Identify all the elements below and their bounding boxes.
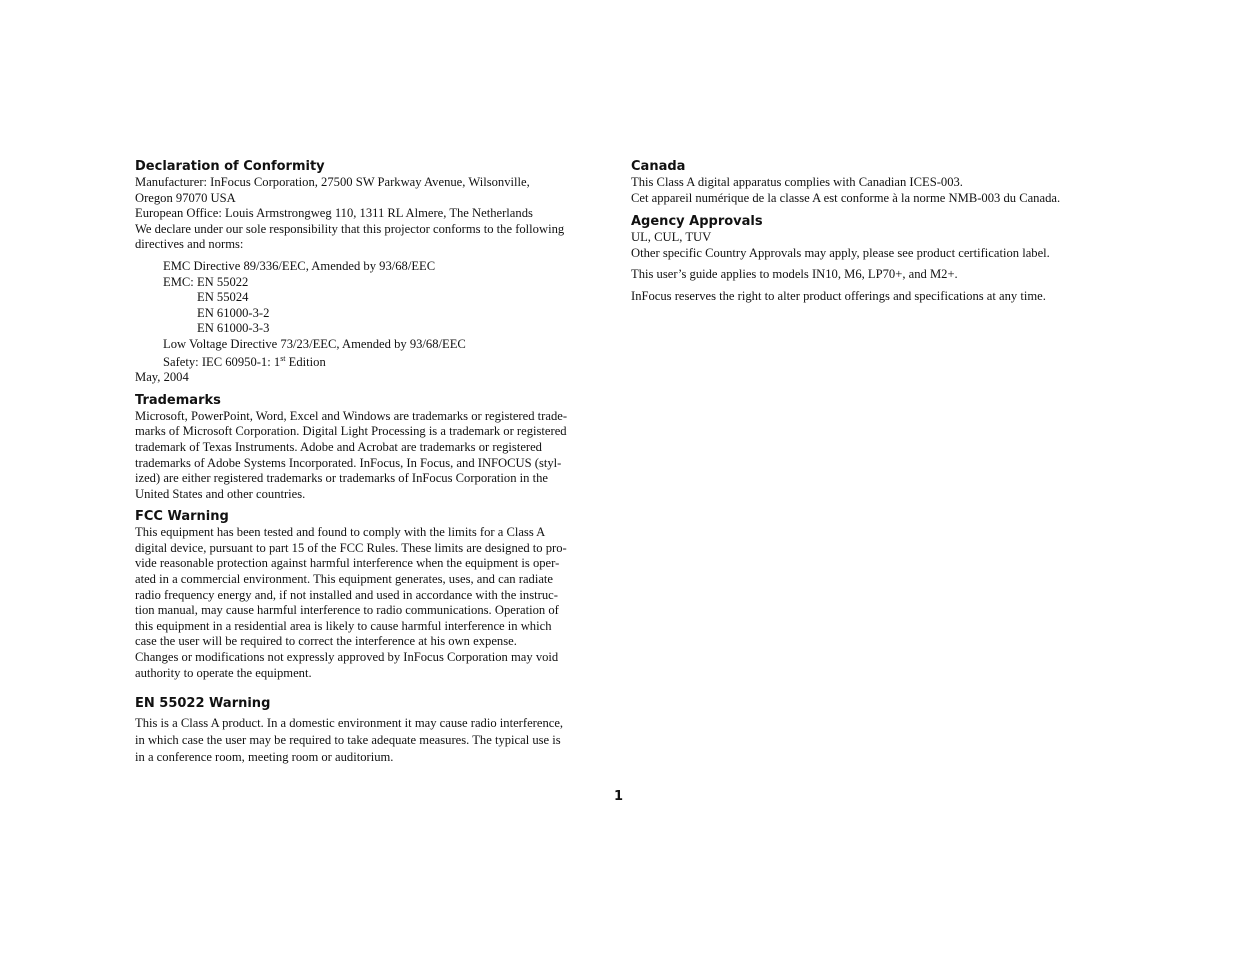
left-column — [135, 158, 607, 766]
text-line: digital device, pursuant to part 15 of the FCC Rules. These limits are designed to pro- — [135, 540, 567, 555]
text-line: authority to operate the equipment. — [135, 665, 312, 680]
rights-note: InFocus reserves the right to alter product offerings and specifications at any time. — [631, 288, 1046, 303]
norm-en61000-3-2: EN 61000-3-2 — [197, 305, 270, 320]
text-line: ated in a commercial environment. This equipment generates, uses, and can radiate — [135, 572, 554, 587]
fcc-body — [135, 525, 607, 681]
text-line: United States and other countries. — [135, 486, 306, 501]
canada-french-line: Cet appareil numérique de la classe A est conforme à la norme NMB-003 du Canada. — [631, 190, 1061, 205]
text-line: in a conference room, meeting room or auditorium. — [135, 750, 394, 765]
right-column — [631, 158, 1111, 305]
declaration-statement-line-2: directives and norms: — [135, 237, 244, 252]
text-line: this equipment in a residential area is likely to cause harmful interference in which — [135, 618, 552, 633]
norm-en61000-3-3: EN 61000-3-3 — [197, 321, 270, 336]
fcc-section — [135, 508, 607, 681]
trademarks-heading: Trademarks — [135, 392, 221, 408]
agency-note-line: Other specific Country Approvals may apply, please see product certification label. — [631, 245, 1050, 260]
en55022-section — [135, 695, 607, 766]
fcc-heading: FCC Warning — [135, 509, 229, 525]
text-line: vide reasonable protection against harmful interference when the equipment is oper- — [135, 556, 560, 571]
text-line: marks of Microsoft Corporation. Digital Light Processing is a trademark or registered — [135, 424, 567, 439]
text-line: ized) are either registered trademarks or trademarks of InFocus Corporation in the — [135, 471, 548, 486]
text-line: Microsoft, PowerPoint, Word, Excel and Windows are trademarks or registered trade- — [135, 408, 568, 423]
canada-section — [631, 158, 1111, 206]
emc-line: EMC: EN 55022 — [163, 274, 249, 289]
text-line: This equipment has been tested and found to comply with the limits for a Class A — [135, 525, 546, 540]
agency-approvals-section — [631, 213, 1111, 261]
text-line: trademarks of Adobe Systems Incorporated. InFocus, In Focus, and INFOCUS (styl- — [135, 455, 562, 470]
norm-en55024: EN 55024 — [197, 290, 249, 305]
declaration-heading: Declaration of Conformity — [135, 159, 325, 174]
text-line: tion manual, may cause harmful interference to radio communications. Operation of — [135, 603, 559, 618]
en55022-body — [135, 715, 607, 766]
text-line: trademark of Texas Instruments. Adobe and Acrobat are trademarks or registered — [135, 439, 542, 454]
text-line: This is a Class A product. In a domestic environment it may cause radio interference, — [135, 716, 564, 731]
trademarks-body — [135, 409, 607, 503]
emc-directive-line: EMC Directive 89/336/EEC, Amended by 93/68/EEC — [163, 258, 436, 273]
agency-approvals-heading: Agency Approvals — [631, 214, 763, 230]
safety-suffix: Edition — [285, 354, 326, 369]
low-voltage-line: Low Voltage Directive 73/23/EEC, Amended by 93/68/EEC — [163, 336, 466, 351]
manufacturer-address-line: Oregon 97070 USA — [135, 190, 236, 205]
declaration-section — [135, 158, 607, 386]
manufacturer-line: Manufacturer: InFocus Corporation, 27500 SW Parkway Avenue, Wilsonville, — [135, 175, 530, 189]
declaration-date: May, 2004 — [135, 370, 189, 385]
en55022-heading: EN 55022 Warning — [135, 696, 271, 712]
declaration-statement-line: We declare under our sole responsibility that this projector conforms to the following — [135, 221, 565, 236]
safety-superscript: st — [280, 353, 286, 363]
text-line: case the user will be required to correct the interference at his own expense. — [135, 634, 517, 649]
safety-line — [135, 355, 607, 371]
canada-heading: Canada — [631, 159, 686, 174]
safety-prefix: Safety: IEC 60950-1: 1 — [163, 354, 281, 369]
trademarks-section — [135, 392, 607, 503]
page-number: 1 — [614, 789, 624, 804]
agency-list-line: UL, CUL, TUV — [631, 230, 712, 245]
text-line: radio frequency energy and, if not installed and used in accordance with the instruc- — [135, 587, 558, 602]
text-line: in which case the user may be required to take adequate measures. The typical use is — [135, 733, 561, 748]
canada-english-line: This Class A digital apparatus complies with Canadian ICES-003. — [631, 175, 963, 189]
european-office-line: European Office: Louis Armstrongweg 110, 1311 RL Almere, The Netherlands — [135, 206, 533, 221]
text-line: Changes or modifications not expressly approved by InFocus Corporation may void — [135, 650, 559, 665]
models-note: This user’s guide applies to models IN10, M6, LP70+, and M2+. — [631, 267, 958, 282]
